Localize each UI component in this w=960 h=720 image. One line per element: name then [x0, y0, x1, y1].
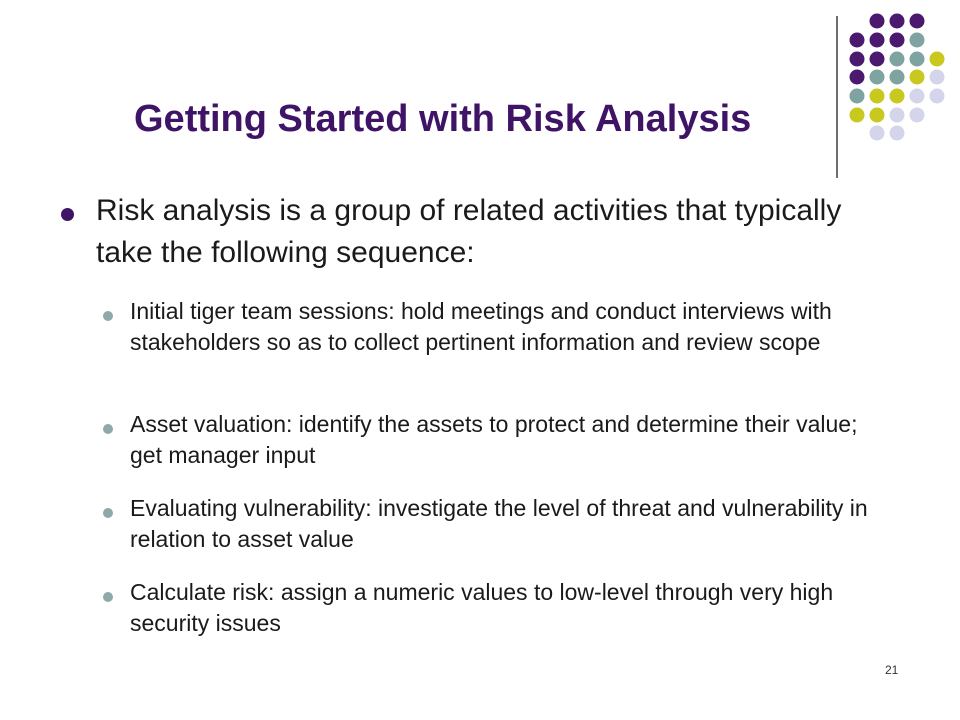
decorative-dot [910, 52, 925, 67]
decorative-dot [910, 108, 925, 123]
decorative-dot [910, 70, 925, 85]
decorative-dot [890, 70, 905, 85]
decorative-dot [890, 52, 905, 67]
decorative-dot [910, 14, 925, 29]
bullet-icon [103, 508, 113, 518]
decorative-dot [850, 70, 865, 85]
decorative-dot [870, 33, 885, 48]
bullet-icon [103, 592, 113, 602]
decorative-dot [890, 126, 905, 141]
decorative-dot [850, 108, 865, 123]
decorative-dot [910, 89, 925, 104]
slide-title: Getting Started with Risk Analysis [134, 98, 752, 140]
bullet-icon [61, 208, 74, 221]
decorative-dot [930, 89, 945, 104]
decorative-dot [890, 33, 905, 48]
decorative-dot [930, 52, 945, 67]
sub-bullet-text: Asset valuation: identify the assets to protect and determine their value; get manager input [130, 411, 858, 468]
decorative-dot [890, 89, 905, 104]
sub-bullet-text: Initial tiger team sessions: hold meetings and conduct interviews with stakeholders so as to collect pertinent information and review scope [130, 298, 832, 355]
decorative-dot [870, 14, 885, 29]
decorative-dot [890, 108, 905, 123]
divider-line [836, 16, 838, 178]
decorative-dot [870, 108, 885, 123]
decorative-dot [870, 52, 885, 67]
decorative-dot [870, 89, 885, 104]
sub-bullet-text: Evaluating vulnerability: investigate the level of threat and vulnerability in relation to asset value [130, 495, 868, 552]
main-bullet-text: Risk analysis is a group of related activities that typically take the following sequence: [96, 194, 842, 269]
decorative-dot [890, 14, 905, 29]
decorative-dot [850, 89, 865, 104]
decorative-dot [850, 33, 865, 48]
decorative-dot [910, 33, 925, 48]
decorative-dot [870, 126, 885, 141]
sub-bullet-text: Calculate risk: assign a numeric values to low-level through very high security issues [130, 579, 834, 636]
decorative-dot [850, 52, 865, 67]
decorative-dot [930, 70, 945, 85]
decorative-dot [870, 70, 885, 85]
page-number: 21 [885, 663, 899, 677]
bullet-icon [103, 311, 113, 321]
bullet-icon [103, 424, 113, 434]
